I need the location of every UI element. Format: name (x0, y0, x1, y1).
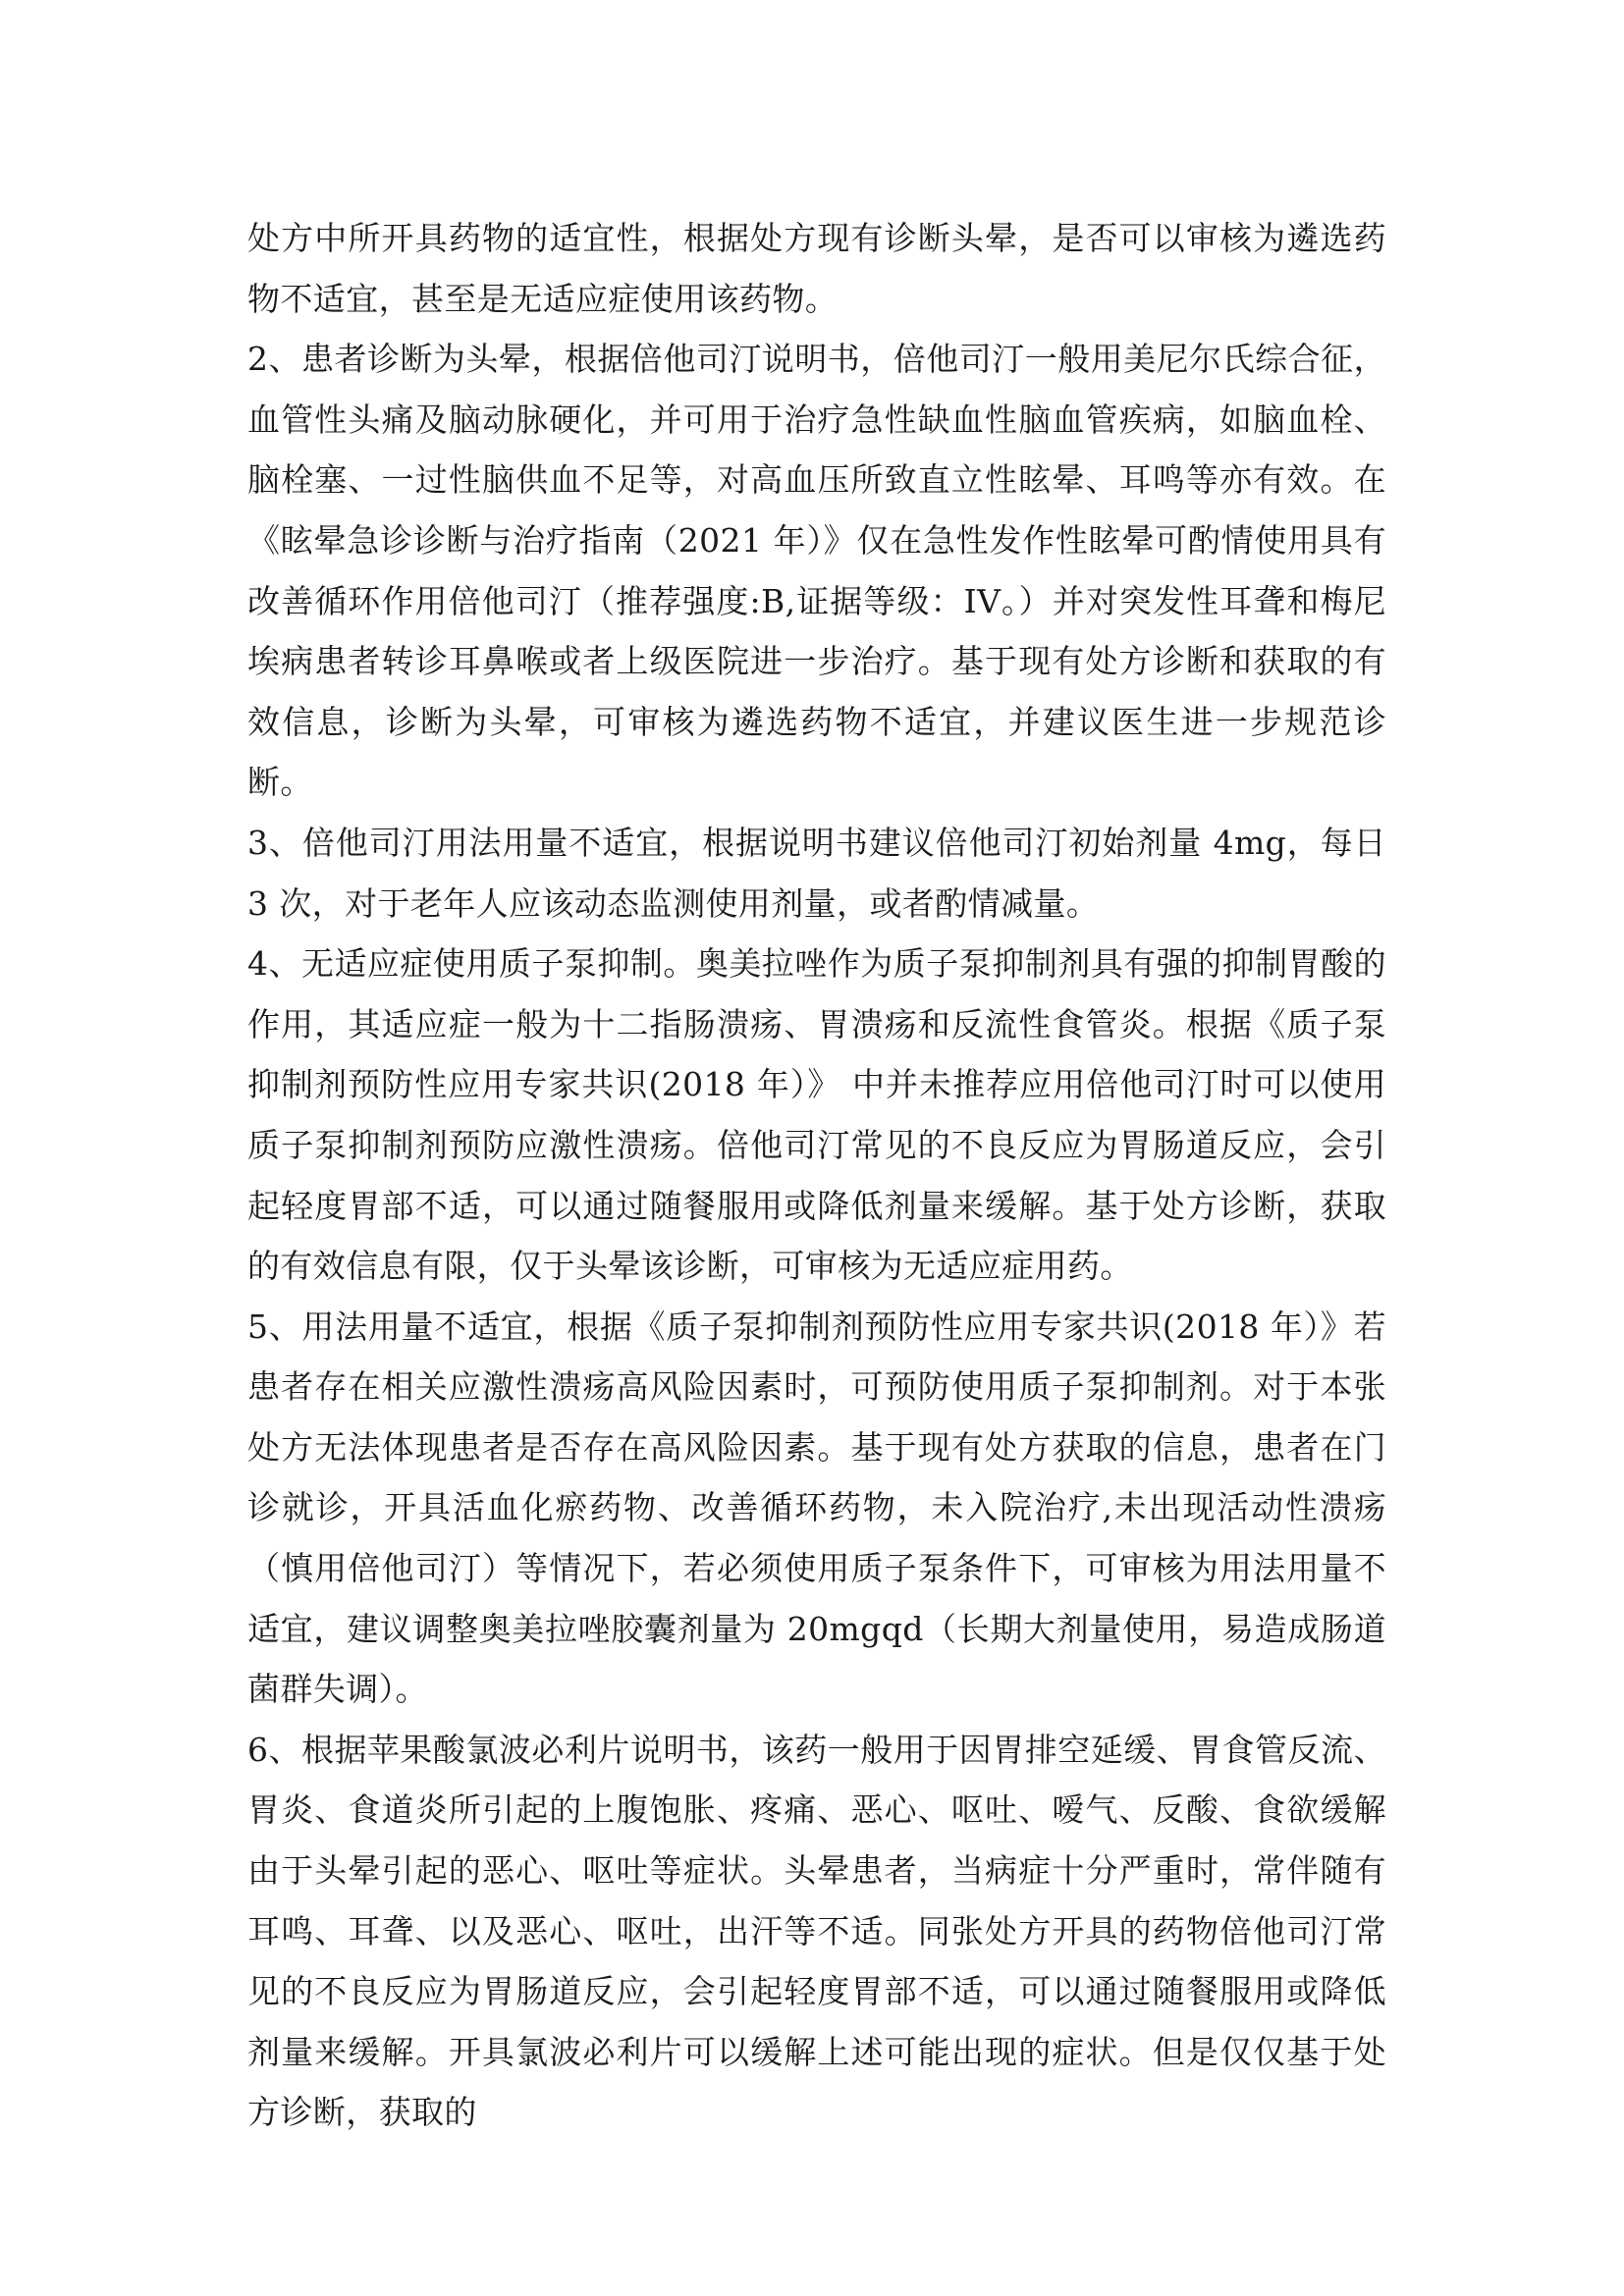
document-body (247, 208, 1386, 2143)
paragraph-item-3: 3、倍他司汀用法用量不适宜，根据说明书建议倍他司汀初始剂量 4mg，每日 3 次，对于老年人应该动态监测使用剂量，或者酌情减量。 (247, 823, 1386, 923)
paragraph-continuation: 处方中所开具药物的适宜性，根据处方现有诊断头晕，是否可以审核为遴选药物不适宜，甚至是无适应症使用该药物。 (247, 219, 1386, 318)
paragraph-item-2: 2、患者诊断为头晕，根据倍他司汀说明书，倍他司汀一般用美尼尔氏综合征，血管性头痛及脑动脉硬化，并可用于治疗急性缺血性脑血管疾病，如脑血栓、脑栓塞、一过性脑供血不足等，对高血压所致直立性眩晕、耳鸣等亦有效。在《眩晕急诊诊断与治疗指南（2021 年）》仅在急性发作性眩晕可酌情使用具有改善循环作用倍他司汀（推荐强度:B,证据等级：IV。）并对突发性耳聋和梅尼埃病患者转诊耳鼻喉或者上级医院进一步治疗。基于现有处方诊断和获取的有效信息，诊断为头晕，可审核为遴选药物不适宜，并建议医生进一步规范诊断。 (247, 340, 1386, 802)
paragraph-item-4: 4、无适应症使用质子泵抑制。奥美拉唑作为质子泵抑制剂具有强的抑制胃酸的作用，其适应症一般为十二指肠溃疡、胃溃疡和反流性食管炎。根据《质子泵抑制剂预防性应用专家共识(2018 年）》 中并未推荐应用倍他司汀时可以使用质子泵抑制剂预防应激性溃疡。倍他司汀常见的不良反应为胃肠道反应，会引起轻度胃部不适，可以通过随餐服用或降低剂量来缓解。基于处方诊断，获取的有效信息有限，仅于头晕该诊断，可审核为无适应症用药。 (247, 944, 1386, 1286)
paragraph-item-5: 5、用法用量不适宜，根据《质子泵抑制剂预防性应用专家共识(2018 年）》若患者存在相关应激性溃疡高风险因素时，可预防使用质子泵抑制剂。对于本张处方无法体现患者是否存在高风险因素。基于现有处方获取的信息，患者在门诊就诊，开具活血化瘀药物、改善循环药物，未入院治疗,未出现活动性溃疡（慎用倍他司汀）等情况下，若必须使用质子泵条件下，可审核为用法用量不适宜，建议调整奥美拉唑胶囊剂量为 20mgqd（长期大剂量使用，易造成肠道菌群失调）。 (247, 1307, 1386, 1709)
paragraph-item-6: 6、根据苹果酸氯波必利片说明书，该药一般用于因胃排空延缓、胃食管反流、胃炎、食道炎所引起的上腹饱胀、疼痛、恶心、呕吐、嗳气、反酸、食欲缓解由于头晕引起的恶心、呕吐等症状。头晕患者，当病症十分严重时，常伴随有耳鸣、耳聋、以及恶心、呕吐，出汗等不适。同张处方开具的药物倍他司汀常见的不良反应为胃肠道反应，会引起轻度胃部不适，可以通过随餐服用或降低剂量来缓解。开具氯波必利片可以缓解上述可能出现的症状。但是仅仅基于处方诊断，获取的 (247, 1730, 1386, 2132)
